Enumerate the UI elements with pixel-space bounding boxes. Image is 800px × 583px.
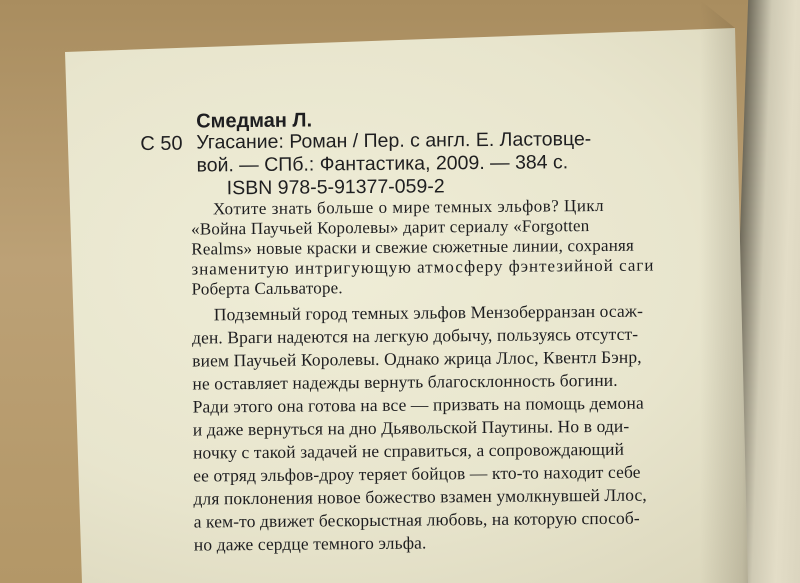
body-line: для поклонения новое божество взамен умолкнувшей Ллос,	[193, 484, 647, 509]
body-line: ее отряд эльфов-дроу теряет бойцов — кто-то находит себе	[193, 461, 641, 486]
annotation-line: Realms» новые краски и свежие сюжетные линии, сохраняя	[191, 235, 635, 259]
annotation-line: Роберта Сальваторе.	[191, 278, 343, 299]
body-line: ночку с такой задачей не справиться, а сопровождающий	[192, 438, 625, 463]
annotation-line: Хотите знать больше о мире темных эльфов? Цикл	[212, 195, 605, 219]
annotation-line: «Война Паучьей Королевы» дарит сериалу «Forgotten	[191, 216, 590, 239]
body-line: но даже сердце темного эльфа.	[193, 532, 427, 555]
author-name: Смедман Л.	[196, 109, 313, 133]
body-line: не оставляет надежды вернуть благосклонность богини.	[192, 369, 618, 394]
library-code: С 50	[140, 132, 183, 155]
body-line: и даже вернуться на дно Дьявольской Паутины. Но в оди-	[192, 415, 630, 440]
body-line: ден. Враги надеются на легкую добычу, пользуясь отсутст-	[191, 323, 639, 348]
bibliographic-line: Угасание: Роман / Пер. с англ. Е. Ластовце-	[196, 128, 592, 154]
body-line: Ради этого она готова на все — призвать на помощь демона	[192, 392, 644, 417]
body-line: Подземный город темных эльфов Мензоберранзан осаж-	[213, 300, 644, 325]
bibliographic-line: вой. — СПб.: Фантастика, 2009. — 384 с.	[196, 151, 569, 177]
body-line: вием Паучьей Королевы. Однако жрица Ллос, Квентл Бэнр,	[192, 346, 642, 371]
isbn: ISBN 978-5-91377-059-2	[226, 175, 445, 200]
body-line: а кем-то движет бескорыстная любовь, на которую способ-	[193, 507, 640, 532]
annotation-line: знаменитую интригующую атмосферу фэнтезийной саги	[191, 255, 655, 279]
